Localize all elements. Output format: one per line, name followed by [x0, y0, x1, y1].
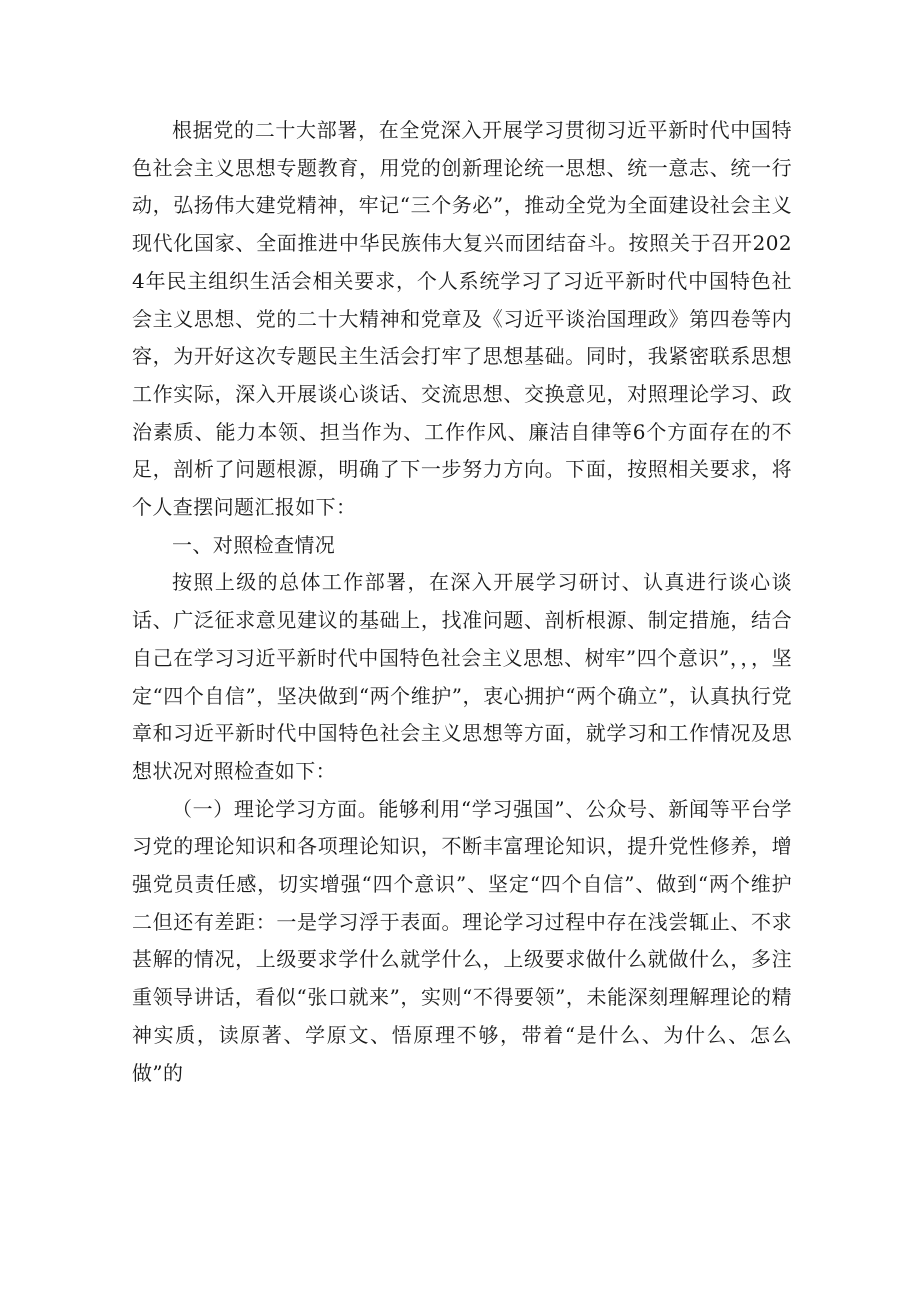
- section-body-paragraph: 按照上级的总体工作部署，在深入开展学习研讨、认真进行谈心谈话、广泛征求意见建议的基础上，找准问题、剖析根源、制定措施，结合自己在学习习近平新时代中国特色社会主义思想、树牢”四个意识”，，，坚定“四个自信”，坚决做到“两个维护”，衷心拥护“两个确立”，认真执行党章和习近平新时代中国特色社会主义思想等方面，就学习和工作情况及思想状况对照检查如下：: [132, 570, 792, 783]
- theory-study-paragraph: （一）理论学习方面。能够利用“学习强国”、公众号、新闻等平台学习党的理论知识和各项理论知识，不断丰富理论知识，提升党性修养，增强党员责任感，切实增强“四个意识”、坚定“四个自信”、做到“两个维护二但还有差距：一是学习浮于表面。理论学习过程中存在浅尝辄止、不求甚解的情况，上级要求学什么就学什么，上级要求做什么就做什么，多注重领导讲话，看似“张口就来”，实则“不得要领”，未能深刻理解理论的精神实质，读原著、学原文、悟原理不够，带着“是什么、为什么、怎么做”的: [132, 796, 792, 1085]
- section-heading: 一、对照检查情况: [172, 532, 336, 557]
- document-body: [132, 112, 792, 1092]
- intro-paragraph: 根据党的二十大部署，在全党深入开展学习贯彻习近平新时代中国特色社会主义思想专题教育，用党的创新理论统一思想、统一意志、统一行动，弘扬伟大建党精神，牢记“三个务必”，推动全党为全面建设社会主义现代化国家、全面推进中华民族伟大复兴而团结奋斗。按照关于召开2024年民主组织生活会相关要求，个人系统学习了习近平新时代中国特色社会主义思想、党的二十大精神和党章及《习近平谈治国理政》第四卷等内容，为开好这次专题民主生活会打牢了思想基础。同时，我紧密联系思想工作实际，深入开展谈心谈话、交流思想、交换意见，对照理论学习、政治素质、能力本领、担当作为、工作作风、廉洁自律等6个方面存在的不足，剖析了问题根源，明确了下一步努力方向。下面，按照相关要求，将个人查摆问题汇报如下：: [132, 118, 792, 520]
